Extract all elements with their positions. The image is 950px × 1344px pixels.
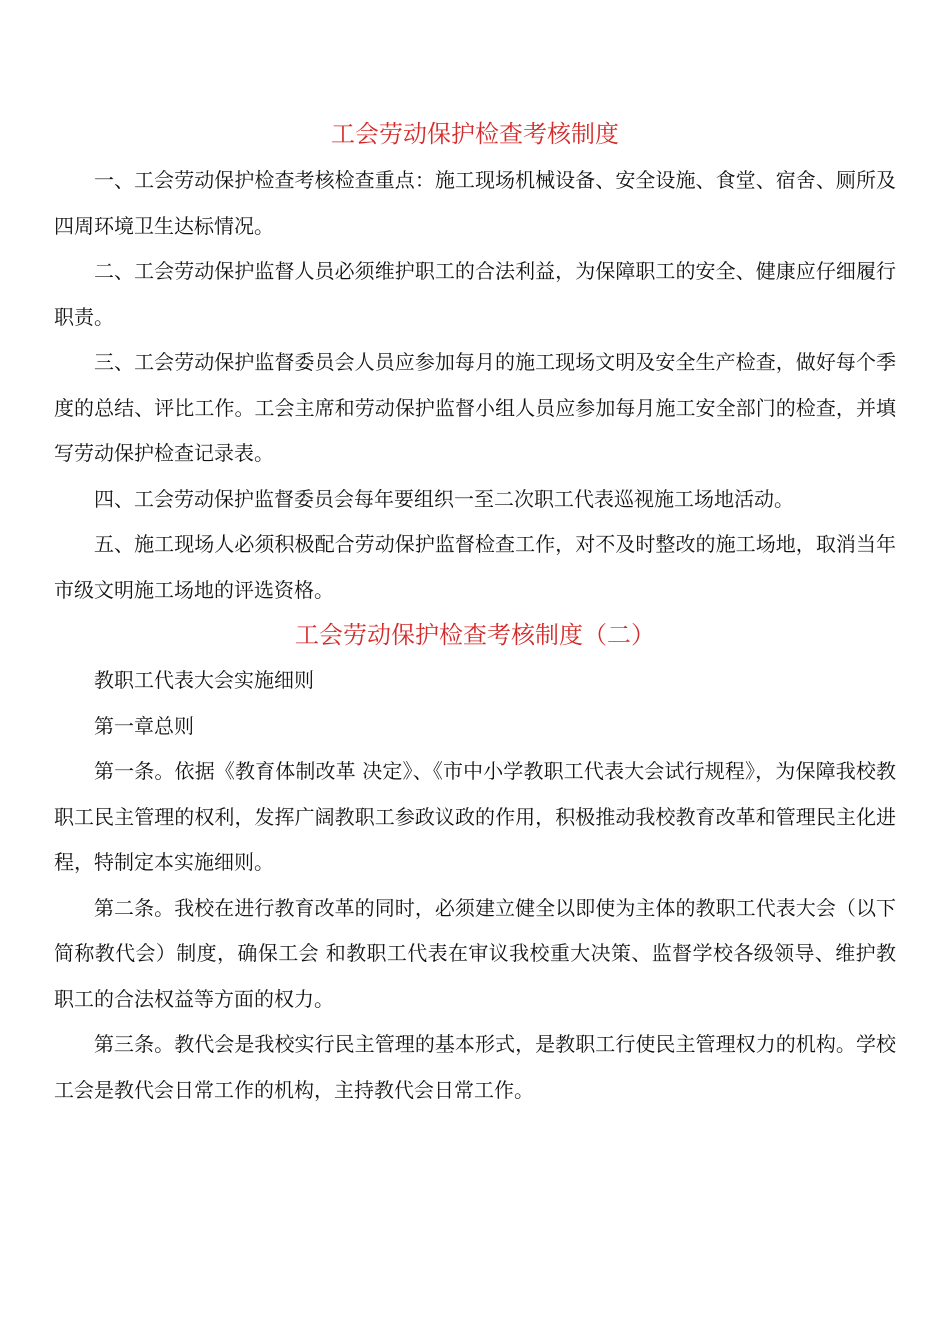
item-1: 一、工会劳动保护检查考核检查重点：施工现场机械设备、安全设施、食堂、宿舍、厕所及四周环境卫生达标情况。	[54, 168, 896, 238]
article-1: 第一条。依据《教育体制改革 决定》、《市中小学教职工代表大会试行规程》，为保障我校教职工民主管理的权利，发挥广阔教职工参政议政的作用，积极推动我校教育改革和管理民主化进程，特制定本实施细则。	[54, 759, 896, 874]
article-2: 第二条。我校在进行教育改革的同时，必须建立健全以即使为主体的教职工代表大会（以下简称教代会）制度，确保工会 和教职工代表在审议我校重大决策、监督学校各级领导、维护教职工的合法权益等方面的权力。	[54, 895, 896, 1011]
item-3: 三、工会劳动保护监督委员会人员应参加每月的施工现场文明及安全生产检查，做好每个季度的总结、评比工作。工会主席和劳动保护监督小组人员应参加每月施工安全部门的检查，并填写劳动保护检查记录表。	[54, 350, 896, 465]
subtitle: 教职工代表大会实施细则	[94, 668, 314, 692]
item-5: 五、施工现场人必须积极配合劳动保护监督检查工作，对不及时整改的施工场地，取消当年市级文明施工场地的评选资格。	[54, 532, 896, 602]
item-4: 四、工会劳动保护监督委员会每年要组织一至二次职工代表巡视施工场地活动。	[94, 486, 794, 511]
document-title: 工会劳动保护检查考核制度	[331, 120, 619, 148]
item-2: 二、工会劳动保护监督人员必须维护职工的合法利益，为保障职工的安全、健康应仔细履行职责。	[54, 259, 896, 329]
article-3: 第三条。教代会是我校实行民主管理的基本形式，是教职工行使民主管理权力的机构。学校工会是教代会日常工作的机构，主持教代会日常工作。	[54, 1032, 896, 1102]
section-title: 工会劳动保护检查考核制度（二）	[295, 621, 655, 649]
chapter-heading: 第一章总则	[94, 714, 194, 738]
